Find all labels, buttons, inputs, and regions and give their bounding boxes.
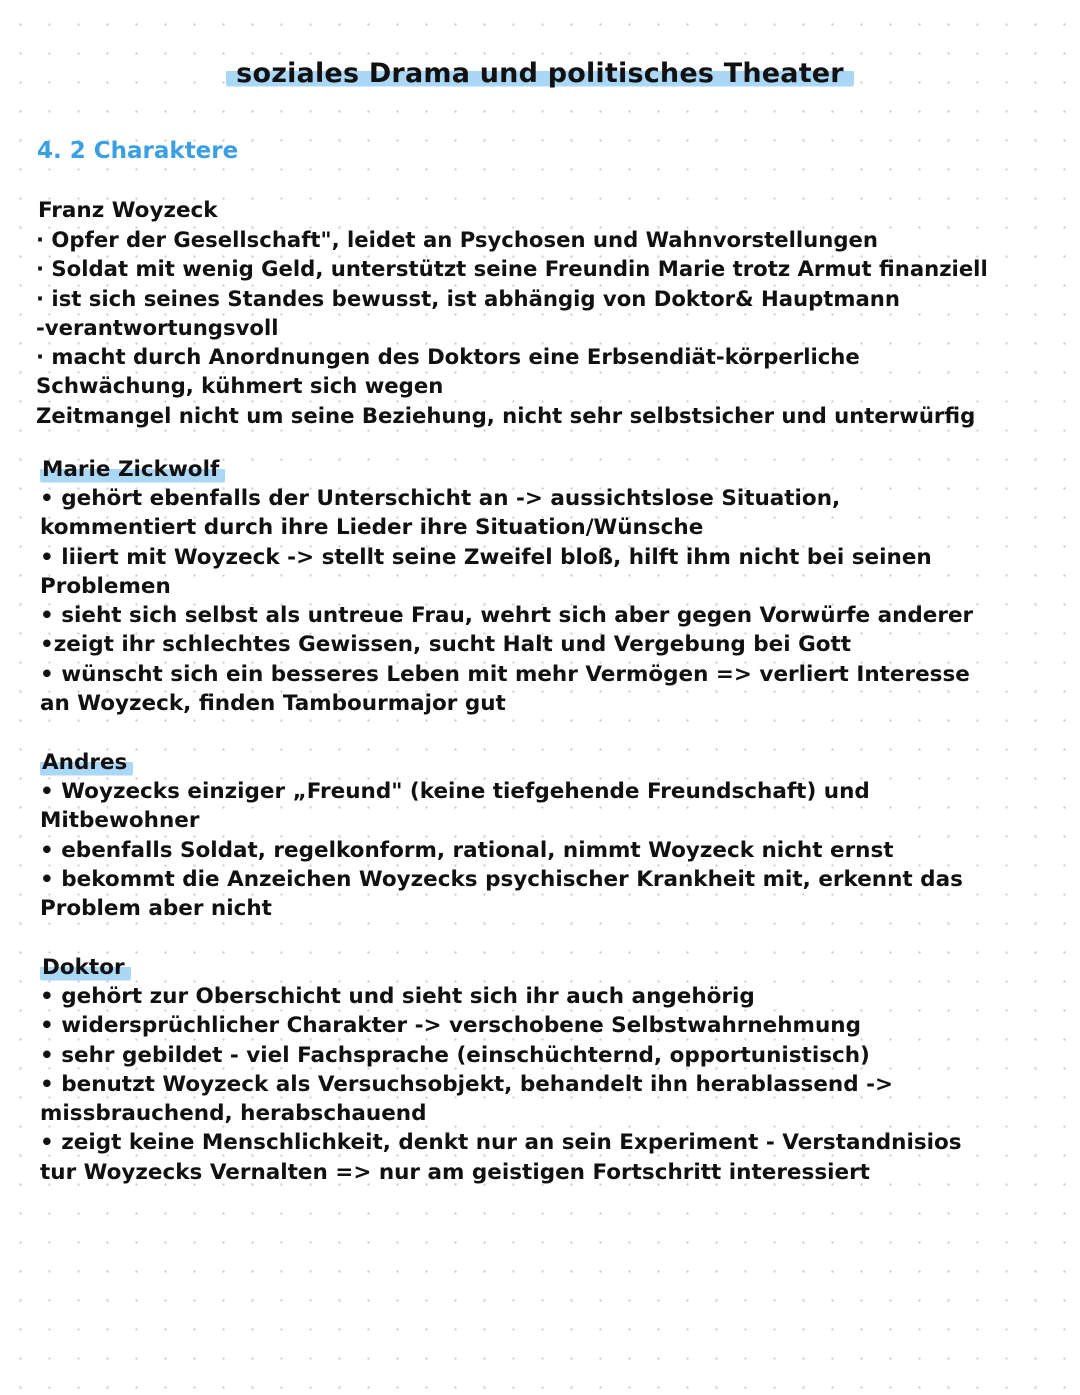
character-name: Andres (40, 748, 133, 777)
note-line: tur Woyzecks Vernalten => nur am geistigen Fortschritt interessiert (40, 1159, 870, 1185)
note-line: -verantwortungsvoll (36, 314, 279, 340)
note-line: • gehört zur Oberschicht und sieht sich ihr auch angehörig (40, 984, 755, 1009)
note-line: kommentiert durch ihre Lieder ihre Situation/Wünsche (40, 515, 704, 541)
note-line: • bekommt die Anzeichen Woyzecks psychischer Krankheit mit, erkennt das (40, 866, 963, 892)
page-title: soziales Drama und politisches Theater (226, 56, 854, 89)
character-section-franz-woyzeck (36, 196, 1036, 430)
note-line: Zeitmangel nicht um seine Beziehung, nicht sehr selbstsicher und unterwürfig (36, 402, 976, 428)
note-line: · Soldat mit wenig Geld, unterstützt seine Freundin Marie trotz Armut finanziell (36, 256, 988, 282)
character-section-doktor (40, 953, 1040, 1187)
note-line: • wünscht sich ein besseres Leben mit mehr Vermögen => verliert Interesse (40, 661, 970, 687)
note-line: · macht durch Anordnungen des Doktors eine Erbsendiät-körperliche (36, 344, 860, 370)
note-line: Schwächung, kühmert sich wegen (36, 373, 444, 399)
note-line: · ist sich seines Standes bewusst, ist abhängig von Doktor& Hauptmann (36, 285, 900, 311)
character-section-andres (40, 748, 1040, 923)
character-notes-list (40, 982, 1040, 1187)
note-line: • ebenfalls Soldat, regelkonform, rational, nimmt Woyzeck nicht ernst (40, 837, 894, 863)
note-line: • sieht sich selbst als untreue Frau, wehrt sich aber gegen Vorwürfe anderer (40, 603, 974, 629)
section-subheading: 4. 2 Charaktere (37, 138, 239, 164)
note-line: • sehr gebildet - viel Fachsprache (einschüchternd, opportunistisch) (40, 1042, 870, 1068)
character-name: Marie Zickwolf (40, 455, 225, 484)
note-line: • benutzt Woyzeck als Versuchsobjekt, behandelt ihn herablassend -> (40, 1071, 894, 1097)
note-line: • gehört ebenfalls der Unterschicht an -> aussichtslose Situation, (40, 486, 841, 511)
character-section-marie-zickwolf (40, 455, 1040, 718)
note-line: Mitbewohner (40, 808, 200, 834)
character-notes-list (40, 777, 1040, 923)
title-container (0, 56, 1080, 89)
note-line: Problemen (40, 573, 171, 599)
character-notes-list (36, 225, 1036, 430)
note-line: • Woyzecks einziger „Freund" (keine tiefgehende Freundschaft) und (40, 779, 870, 804)
character-name: Doktor (40, 953, 131, 982)
note-line: · Opfer der Gesellschaft", leidet an Psychosen und Wahnvorstellungen (36, 227, 878, 252)
note-line: an Woyzeck, finden Tambourmajor gut (40, 691, 506, 717)
note-line: missbrauchend, herabschauend (40, 1101, 427, 1127)
character-notes-list (40, 484, 1040, 718)
note-line: • widersprüchlicher Charakter -> verschobene Selbstwahrnehmung (40, 1013, 861, 1039)
note-line: •zeigt ihr schlechtes Gewissen, sucht Halt und Vergebung bei Gott (40, 632, 852, 658)
note-line: • zeigt keine Menschlichkeit, denkt nur an sein Experiment - Verstandnisios (40, 1130, 962, 1156)
note-line: Problem aber nicht (40, 896, 272, 922)
character-name: Franz Woyzeck (38, 198, 218, 223)
note-line: • liiert mit Woyzeck -> stellt seine Zweifel bloß, hilft ihm nicht bei seinen (40, 544, 932, 570)
